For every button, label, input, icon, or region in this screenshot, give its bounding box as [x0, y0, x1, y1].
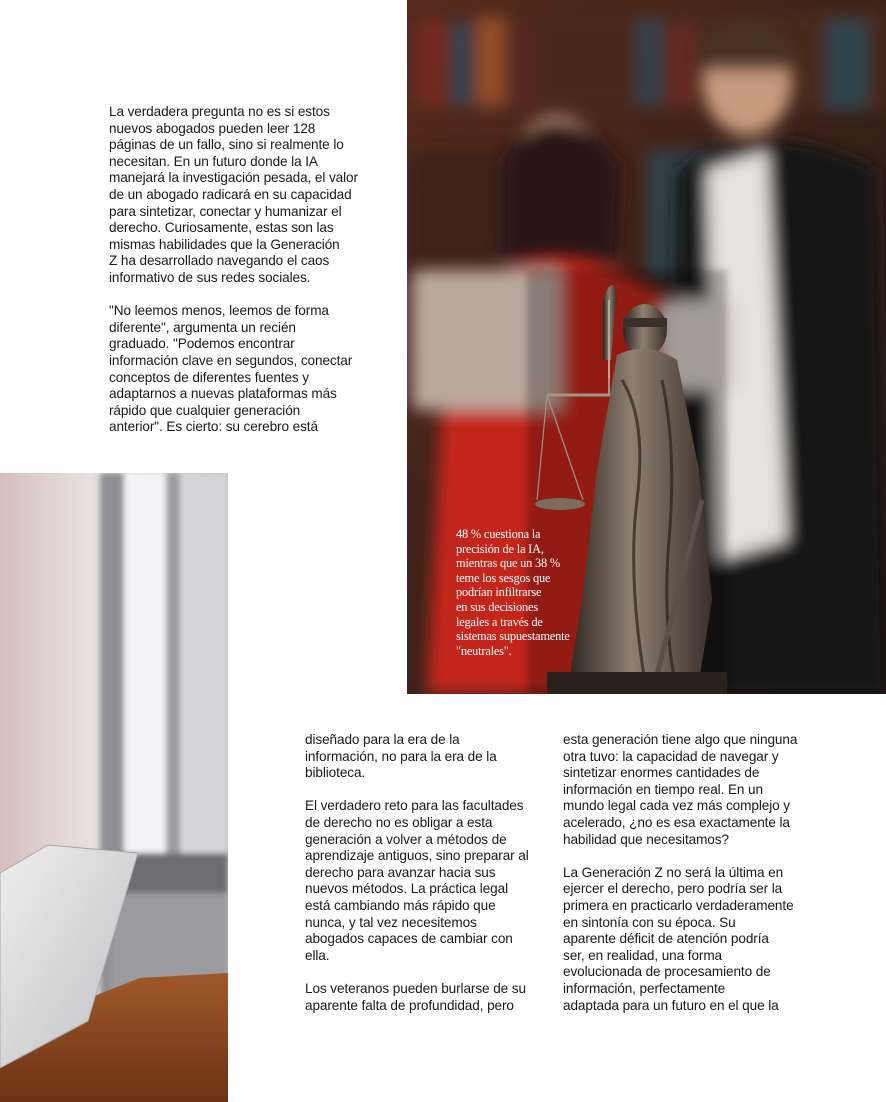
photo-window-laptop: [0, 473, 228, 1102]
paragraph: diseñado para la era de la información, no para la era de la biblioteca.: [305, 732, 497, 781]
photo-caption: 48 % cuestiona la precisión de la IA, mientras que un 38 % teme los sesgos que podrían infiltrarse en sus decisiones legales a través de sistemas supuestamente "neutrales".: [456, 527, 570, 658]
paragraph: esta generación tiene algo que ninguna otra tuvo: la capacidad de navegar y sintetizar enormes cantidades de información en tiempo real. En un mundo legal cada vez más complejo y acelerado, ¿no es esa exactamente la habilidad que necesitamos?: [563, 732, 798, 847]
paragraph: El verdadero reto para las facultades de derecho no es obligar a esta generación a volver a métodos de aprendizaje antiguos, sino preparar al derecho para avanzar hacia sus nuevos métodos. La práctica legal está cambiando más rápido que nunca, y tal vez necesitemos abogados capaces de cambiar con ella.: [305, 798, 529, 963]
article-column-top-left: [109, 104, 384, 436]
paragraph: La Generación Z no será la última en ejercer el derecho, pero podría ser la primera en practicarlo verdaderamente en sintonía con su época. Su aparente déficit de atención podría ser, en realidad, una forma evolucionada de procesamiento de información, perfectamente adaptada para un futuro en el que la: [563, 864, 794, 1013]
article-column-bottom-middle: [305, 732, 545, 1014]
paragraph: Los veteranos pueden burlarse de su aparente falta de profundidad, pero: [305, 980, 526, 1013]
paragraph: La verdadera pregunta no es si estos nuevos abogados pueden leer 128 páginas de un fallo, sino si realmente lo necesitan. En un futuro donde la IA manejará la investigación pesada, el valor de un abogado radicará en su capacidad para sintetizar, conectar y humanizar el derecho. Curiosamente, estas son las mismas habilidades que la Generación Z ha desarrollado navegando el caos informativo de sus redes sociales.: [109, 104, 358, 285]
paragraph: "No leemos menos, leemos de forma diferente", argumenta un recién graduado. "Podemos encontrar información clave en segundos, conectar conceptos de diferentes fuentes y adaptarnos a nuevas plataformas más rápido que cualquier generación anterior". Es cierto: su cerebro está: [109, 303, 353, 435]
article-column-bottom-right: [563, 732, 819, 1014]
